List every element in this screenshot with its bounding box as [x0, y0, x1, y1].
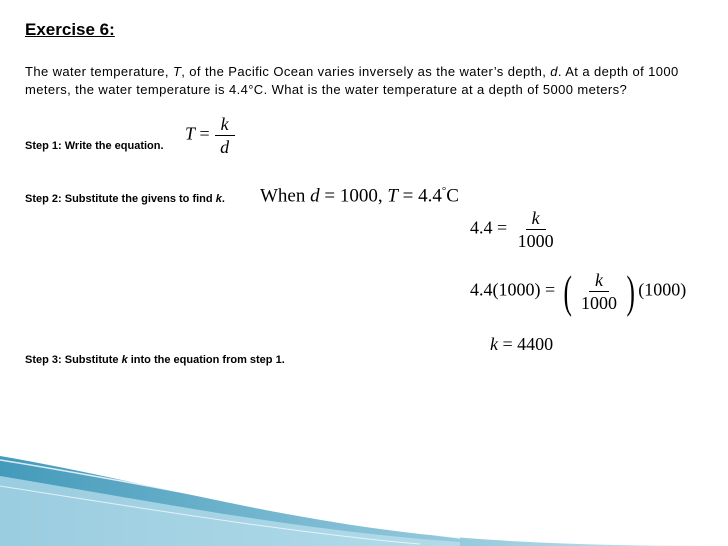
step3-label [25, 354, 285, 366]
step2-equation-1 [470, 208, 560, 251]
problem-statement [25, 63, 705, 99]
right-paren: ) [626, 265, 635, 317]
eq2-numerator: k [589, 270, 609, 292]
step3-label-var: k [121, 354, 128, 366]
wave-line-2 [0, 486, 420, 544]
exercise-title: Exercise 6: [25, 20, 115, 39]
when-end: = 4.4 [397, 185, 442, 207]
eq3-var: k [490, 334, 498, 354]
step3-label-prefix: Step 3: Substitute [25, 354, 122, 366]
problem-text-2: , of the Pacific Ocean varies inversely as the water’s depth, [181, 64, 551, 79]
step2-label-suffix: . [221, 193, 225, 205]
when-d: d [310, 185, 320, 207]
variable-T: T [172, 64, 182, 79]
variable-d: d [550, 64, 558, 79]
step3-label-suffix: into the equation from step 1. [127, 354, 285, 366]
eq3-rest: = 4400 [498, 334, 554, 354]
when-T: T [387, 185, 398, 207]
wave-footer-decoration [0, 446, 728, 546]
eq1-denominator: 1000 [517, 231, 554, 251]
step2-label-var: k [215, 193, 222, 205]
wave-band-dark [0, 456, 728, 546]
step2-label-prefix: Step 2: Substitute the givens to find [25, 193, 216, 205]
problem-text-1: The water temperature, [25, 64, 173, 79]
when-unit: C [446, 185, 459, 207]
step2-when-line [260, 185, 459, 207]
eq2-rhs: (1000) [638, 279, 687, 300]
eq2-lhs: 4.4(1000) = [470, 279, 556, 300]
wave-band-light [0, 476, 460, 546]
eq1-fraction [512, 208, 560, 251]
step1-equation [185, 114, 235, 157]
eq2-denominator: 1000 [580, 293, 617, 313]
wave-line-1 [0, 460, 460, 538]
when-mid: = 1000, [319, 185, 388, 207]
step2-equation-3 [490, 334, 553, 355]
step1-numerator: k [215, 114, 235, 136]
eq1-lhs: 4.4 = [470, 217, 508, 238]
problem-text-3: . At a depth of 1000 meters, the water temperature is 4.4°C. What is the water temperature at a depth of 5000 meters? [25, 64, 679, 97]
step1-lhs: T [185, 123, 196, 144]
step1-equals: = [199, 123, 210, 144]
when-word: When [260, 185, 311, 207]
step1-denominator: d [220, 137, 230, 157]
step2-label [25, 193, 225, 205]
left-paren: ( [563, 265, 572, 317]
step2-equation-2 [470, 265, 687, 317]
eq1-numerator: k [526, 208, 546, 230]
step1-fraction [214, 114, 235, 157]
step1-label: Step 1: Write the equation. [25, 140, 164, 152]
eq2-fraction [575, 270, 623, 313]
degree-sign: ° [441, 185, 447, 197]
